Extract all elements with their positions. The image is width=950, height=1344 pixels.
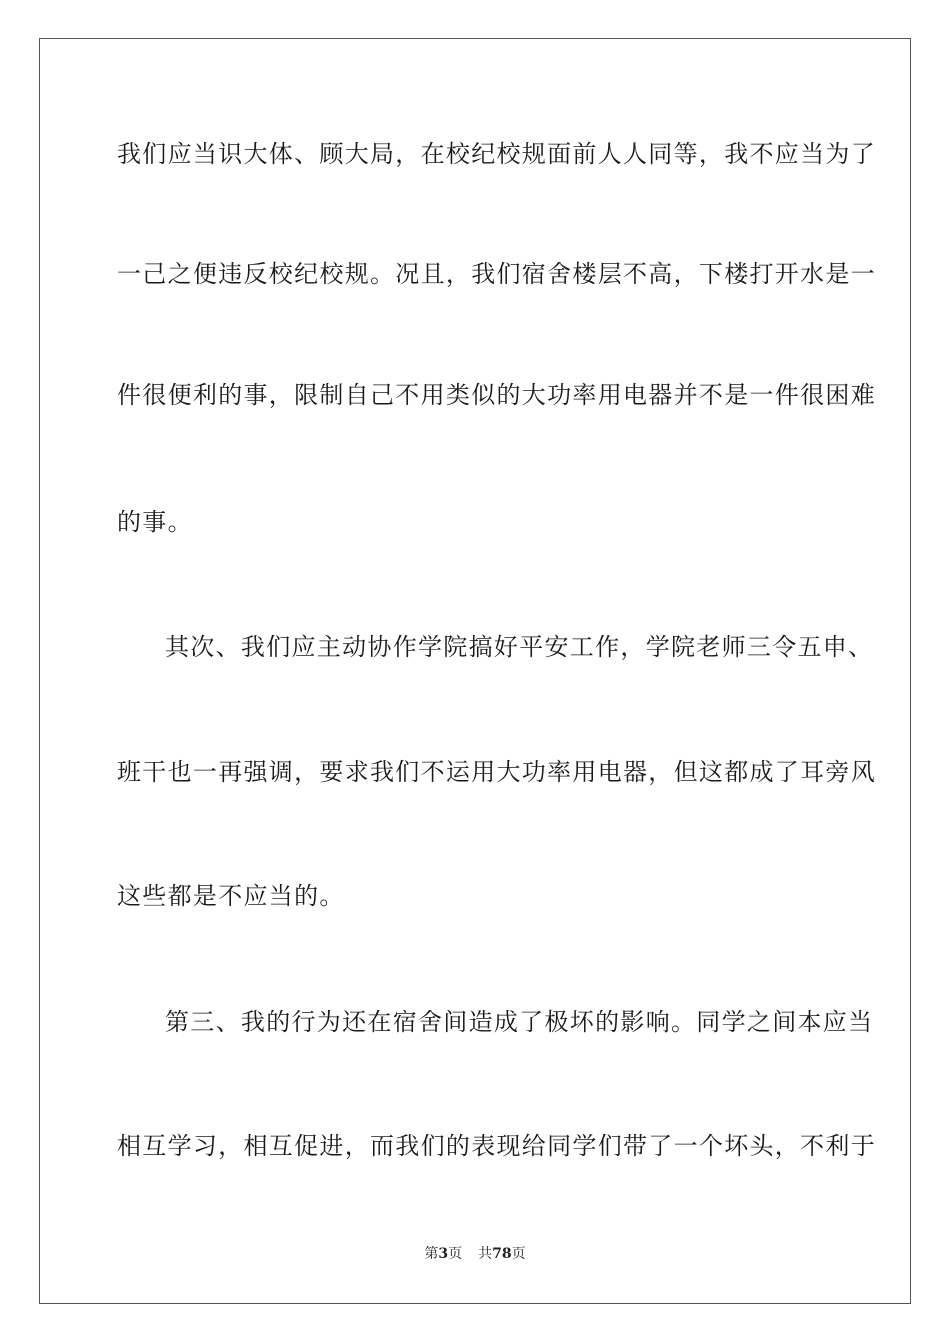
page-footer — [0, 1245, 950, 1263]
text-line-2: 一己之便违反校纪校规。况且，我们宿舍楼层不高，下楼打开水是一 — [117, 260, 876, 288]
text-line-4: 的事。 — [117, 508, 193, 536]
text-line-3: 件很便利的事，限制自己不用类似的大功率用电器并不是一件很困难 — [117, 381, 876, 409]
text-line-1: 我们应当识大体、顾大局，在校纪校规面前人人同等，我不应当为了 — [117, 140, 876, 168]
page-prefix: 第 — [424, 1246, 439, 1262]
text-line-7: 这些都是不应当的。 — [117, 882, 345, 910]
total-pages: 78 — [492, 1246, 512, 1262]
text-line-6: 班干也一再强调，要求我们不运用大功率用电器，但这都成了耳旁风 — [117, 758, 876, 786]
page-suffix: 页 — [448, 1246, 463, 1262]
paragraph-2-line-1: 其次、我们应主动协作学院搞好平安工作，学院老师三令五申、 — [165, 633, 874, 661]
page-number: 3 — [438, 1246, 449, 1262]
page-border — [39, 38, 911, 1304]
text-line-9: 相互学习，相互促进，而我们的表现给同学们带了一个坏头，不利于 — [117, 1132, 876, 1160]
total-suffix: 页 — [511, 1246, 526, 1262]
paragraph-3-line-1: 第三、我的行为还在宿舍间造成了极坏的影响。同学之间本应当 — [165, 1008, 874, 1036]
total-prefix: 共 — [478, 1246, 493, 1262]
